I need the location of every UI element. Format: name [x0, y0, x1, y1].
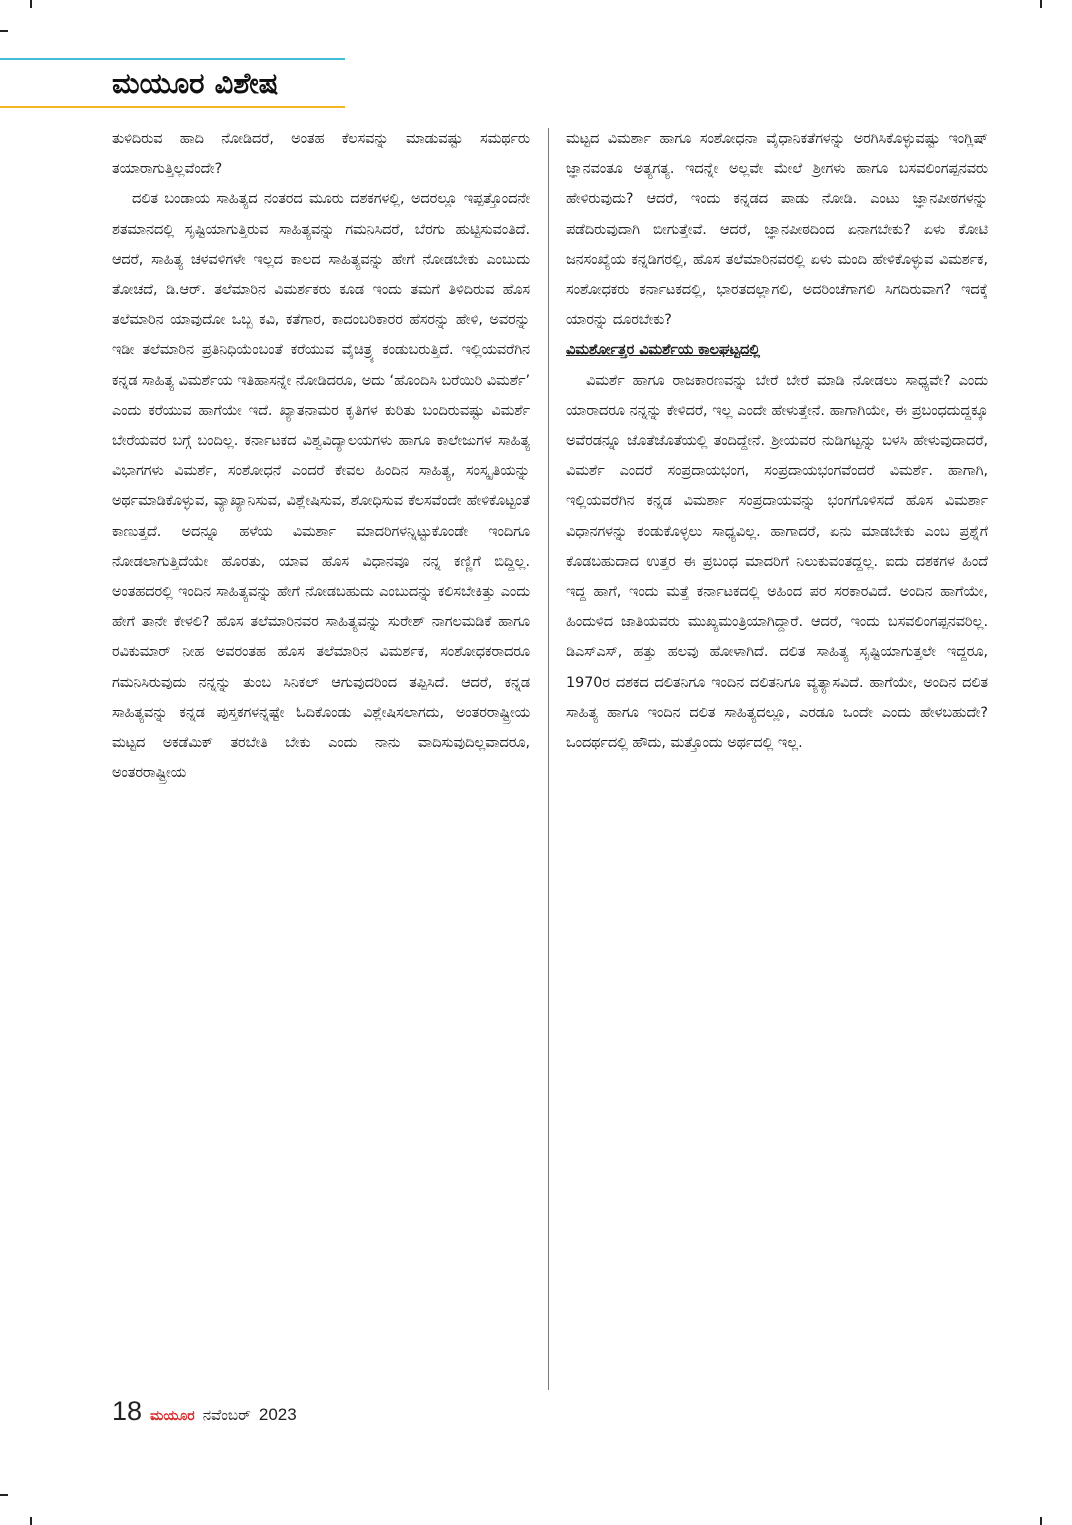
header-rule-bottom [0, 106, 345, 108]
page-folio [112, 1396, 297, 1427]
page-number: 18 [112, 1396, 143, 1426]
crop-mark [30, 1517, 32, 1525]
issue-year: 2023 [258, 1405, 297, 1424]
crop-mark [0, 30, 8, 32]
magazine-name: ಮಯೂರ [150, 1408, 195, 1424]
paragraph: ತುಳಿದಿರುವ ಹಾದಿ ನೋಡಿದರೆ, ಅಂತಹ ಕೆಲಸವನ್ನು ಮಾಡುವಷ್ಟು ಸಮರ್ಥರು ತಯಾರಾಗುತ್ತಿಲ್ಲವೆಂದೇ? [112, 131, 530, 178]
article-subheading: ವಿಮರ್ಶೋತ್ತರ ವಿಮರ್ಶೆಯ ಕಾಲಘಟ್ಟದಲ್ಲಿ [566, 342, 761, 359]
paragraph: ದಲಿತ ಬಂಡಾಯ ಸಾಹಿತ್ಯದ ನಂತರದ ಮೂರು ದಶಕಗಳಲ್ಲಿ, ಅದರಲ್ಲೂ ಇಪ್ಪತ್ತೊಂದನೇ ಶತಮಾನದಲ್ಲಿ ಸೃಷ್ಟಿಯಾಗುತ್ತಿರುವ ಸಾಹಿತ್ಯವನ್ನು ಗಮನಿಸಿದರೆ, ಬೆರಗು ಹುಟ್ಟಿಸುವಂತಿದೆ. ಆದರೆ, ಸಾಹಿತ್ಯ ಚಳವಳಿಗಳೇ ಇಲ್ಲದ ಕಾಲದ ಸಾಹಿತ್ಯವನ್ನು ಹೇಗೆ ನೋಡಬೇಕು ಎಂಬುದು ತೋಚದೆ, ಡಿ.ಆರ್. ತಲೆಮಾರಿನ ವಿಮರ್ಶಕರು ಕೂಡ ಇಂದು ತಮಗೆ ತಿಳಿದಿರುವ ಹೊಸ ತಲೆಮಾರಿನ ಯಾವುದೋ ಒಬ್ಬ ಕವಿ, ಕತೆಗಾರ, ಕಾದಂಬರಿಕಾರರ ಹೆಸರನ್ನು ಹೇಳಿ, ಅವರನ್ನು ಇಡೀ ತಲೆಮಾರಿನ ಪ್ರತಿನಿಧಿಯೆಂಬಂತೆ ಕರೆಯುವ ವೈಚಿತ್ರ್ಯ ಕಂಡುಬರುತ್ತಿದೆ. ಇಲ್ಲಿಯವರೆಗಿನ ಕನ್ನಡ ಸಾಹಿತ್ಯ ವಿಮರ್ಶೆಯ ಇತಿಹಾಸನ್ನೇ ನೋಡಿದರೂ, ಅದು ‘ಹೊಂದಿಸಿ ಬರೆಯಿರಿ ವಿಮರ್ಶೆ’ ಎಂದು ಕರೆಯುವ ಹಾಗೆಯೇ ಇದೆ. ಖ್ಯಾತನಾಮರ ಕೃತಿಗಳ ಕುರಿತು ಬಂದಿರುವಷ್ಟು ವಿಮರ್ಶೆ ಬೇರೆಯವರ ಬಗ್ಗೆ ಬಂದಿಲ್ಲ. ಕರ್ನಾಟಕದ ವಿಶ್ವವಿದ್ಯಾಲಯಗಳು ಹಾಗೂ ಕಾಲೇಜುಗಳ ಸಾಹಿತ್ಯ ವಿಭಾಗಗಳು ವಿಮರ್ಶೆ, ಸಂಶೋಧನೆ ಎಂದರೆ ಕೇವಲ ಹಿಂದಿನ ಸಾಹಿತ್ಯ, ಸಂಸ್ಕೃತಿಯನ್ನು ಅರ್ಥಮಾಡಿಕೊಳ್ಳುವ, ವ್ಯಾಖ್ಯಾನಿಸುವ, ವಿಶ್ಲೇಷಿಸುವ, ಶೋಧಿಸುವ ಕೆಲಸವೆಂದೇ ಹೇಳಿಕೊಟ್ಟಂತೆ ಕಾಣುತ್ತದೆ. ಅದನ್ನೂ ಹಳೆಯ ವಿಮರ್ಶಾ ಮಾದರಿಗಳನ್ನಿಟ್ಟುಕೊಂಡೇ ಇಂದಿಗೂ ನೋಡಲಾಗುತ್ತಿದೆಯೇ ಹೊರತು, ಯಾವ ಹೊಸ ವಿಧಾನವೂ ನನ್ನ ಕಣ್ಣಿಗೆ ಬಿದ್ದಿಲ್ಲ. ಅಂತಹದರಲ್ಲಿ ಇಂದಿನ ಸಾಹಿತ್ಯವನ್ನು ಹೇಗೆ ನೋಡಬಹುದು ಎಂಬುದನ್ನು ಕಲಿಸಬೇಕಿತ್ತು ಎಂದು ಹೇಗೆ ತಾನೇ ಕೇಳಲಿ? ಹೊಸ ತಲೆಮಾರಿನವರ ಸಾಹಿತ್ಯವನ್ನು ಸುರೇಶ್ ನಾಗಲಮಡಿಕೆ ಹಾಗೂ ರವಿಕುಮಾರ್ ನೀಹ ಅವರಂತಹ ಹೊಸ ತಲೆಮಾರಿನ ವಿಮರ್ಶಕ, ಸಂಶೋಧಕರಾದರೂ ಗಮನಿಸಿರುವುದು ನನ್ನನ್ನು ತುಂಬ ಸಿನಿಕಲ್ ಆಗುವುದರಿಂದ ತಪ್ಪಿಸಿದೆ. ಆದರೆ, ಕನ್ನಡ ಸಾಹಿತ್ಯವನ್ನು ಕನ್ನಡ ಪುಸ್ತಕಗಳನ್ನಷ್ಟೇ ಓದಿಕೊಂಡು ವಿಶ್ಲೇಷಿಸಲಾಗದು, ಅಂತರರಾಷ್ಟ್ರೀಯ ಮಟ್ಟದ ಅಕಡೆಮಿಕ್ ತರಬೇತಿ ಬೇಕು ಎಂದು ನಾನು ವಾದಿಸುವುದಿಲ್ಲವಾದರೂ, ಅಂತರರಾಷ್ಟ್ರೀಯ [112, 191, 530, 782]
crop-mark [1040, 1517, 1042, 1525]
crop-mark [1040, 0, 1042, 8]
paragraph: ವಿಮರ್ಶೆ ಹಾಗೂ ರಾಜಕಾರಣವನ್ನು ಬೇರೆ ಬೇರೆ ಮಾಡಿ ನೋಡಲು ಸಾಧ್ಯವೇ? ಎಂದು ಯಾರಾದರೂ ನನ್ನನ್ನು ಕೇಳಿದರೆ, ಇಲ್ಲ ಎಂದೇ ಹೇಳುತ್ತೇನೆ. ಹಾಗಾಗಿಯೇ, ಈ ಪ್ರಬಂಧದುದ್ದಕ್ಕೂ ಅವೆರಡನ್ನೂ ಜೊತೆಜೊತೆಯಲ್ಲಿ ತಂದಿದ್ದೇನೆ. ಶ್ರೀಯವರ ನುಡಿಗಟ್ಟನ್ನು ಬಳಸಿ ಹೇಳುವುದಾದರೆ, ವಿಮರ್ಶೆ ಎಂದರೆ ಸಂಪ್ರದಾಯಭಂಗ, ಸಂಪ್ರದಾಯಭಂಗವೆಂದರೆ ವಿಮರ್ಶೆ. ಹಾಗಾಗಿ, ಇಲ್ಲಿಯವರೆಗಿನ ಕನ್ನಡ ವಿಮರ್ಶಾ ಸಂಪ್ರದಾಯವನ್ನು ಭಂಗಗೊಳಿಸದೆ ಹೊಸ ವಿಮರ್ಶಾ ವಿಧಾನಗಳನ್ನು ಕಂಡುಕೊಳ್ಳಲು ಸಾಧ್ಯವಿಲ್ಲ. ಹಾಗಾದರೆ, ಏನು ಮಾಡಬೇಕು ಎಂಬ ಪ್ರಶ್ನೆಗೆ ಕೊಡಬಹುದಾದ ಉತ್ತರ ಈ ಪ್ರಬಂಧ ಮಾದರಿಗೆ ನಿಲುಕುವಂತದ್ದಲ್ಲ. ಐದು ದಶಕಗಳ ಹಿಂದೆ ಇದ್ದ ಹಾಗೆ, ಇಂದು ಮತ್ತೆ ಕರ್ನಾಟಕದಲ್ಲಿ ಅಹಿಂದ ಪರ ಸರಕಾರವಿದೆ. ಅಂದಿನ ಹಾಗೆಯೇ, ಹಿಂದುಳಿದ ಜಾತಿಯವರು ಮುಖ್ಯಮಂತ್ರಿಯಾಗಿದ್ದಾರೆ. ಆದರೆ, ಇಂದು ಬಸವಲಿಂಗಪ್ಪನವರಿಲ್ಲ. ಡಿಎಸ್‌ಎಸ್, ಹತ್ತು ಹಲವು ಹೋಳಾಗಿದೆ. ದಲಿತ ಸಾಹಿತ್ಯ ಸೃಷ್ಟಿಯಾಗುತ್ತಲೇ ಇದ್ದರೂ, 1970ರ ದಶಕದ ದಲಿತನಿಗೂ ಇಂದಿನ ದಲಿತನಿಗೂ ವ್ಯತ್ಯಾಸವಿದೆ. ಹಾಗೆಯೇ, ಅಂದಿನ ದಲಿತ ಸಾಹಿತ್ಯ ಹಾಗೂ ಇಂದಿನ ದಲಿತ ಸಾಹಿತ್ಯದಲ್ಲೂ, ಎರಡೂ ಒಂದೇ ಎಂದು ಹೇಳಬಹುದೇ? ಒಂದರ್ಥದಲ್ಲಿ ಹೌದು, ಮತ್ತೊಂದು ಅರ್ಥದಲ್ಲಿ ಇಲ್ಲ. [566, 372, 988, 752]
article-left-column [112, 124, 530, 1392]
paragraph: ಮಟ್ಟದ ವಿಮರ್ಶಾ ಹಾಗೂ ಸಂಶೋಧನಾ ವೈಧಾನಿಕತೆಗಳನ್ನು ಅರಗಿಸಿಕೊಳ್ಳುವಷ್ಟು ಇಂಗ್ಲಿಷ್ ಜ್ಞಾನವಂತೂ ಅತ್ಯಗತ್ಯ. ಇದನ್ನೇ ಅಲ್ಲವೇ ಮೇಲೆ ಶ್ರೀಗಳು ಹಾಗೂ ಬಸವಲಿಂಗಪ್ಪನವರು ಹೇಳಿರುವುದು? ಆದರೆ, ಇಂದು ಕನ್ನಡದ ಪಾಡು ನೋಡಿ. ಎಂಟು ಜ್ಞಾನಪೀಠಗಳನ್ನು ಪಡೆದಿರುವುದಾಗಿ ಬೀಗುತ್ತೇವೆ. ಆದರೆ, ಜ್ಞಾನಪೀಠದಿಂದ ಏನಾಗಬೇಕು? ಏಳು ಕೋಟಿ ಜನಸಂಖ್ಯೆಯ ಕನ್ನಡಿಗರಲ್ಲಿ, ಹೊಸ ತಲೆಮಾರಿನವರಲ್ಲಿ ಏಳು ಮಂದಿ ಹೇಳಿಕೊಳ್ಳುವ ವಿಮರ್ಶಕ, ಸಂಶೋಧಕರು ಕರ್ನಾಟಕದಲ್ಲಿ, ಭಾರತದಲ್ಲಾಗಲಿ, ಅದರಿಂಚೆಗಾಗಲಿ ಸಿಗದಿರುವಾಗ? ಇದಕ್ಕೆ ಯಾರನ್ನು ದೂರಬೇಕು? [566, 131, 988, 329]
issue-month: ನವೆಂಬರ್ [202, 1406, 251, 1424]
header-rule-top [0, 58, 345, 60]
article-right-column [566, 124, 988, 1392]
crop-mark [0, 1494, 8, 1496]
section-title: ಮಯೂರ ವಿಶೇಷ [112, 66, 279, 100]
column-divider [548, 128, 549, 1390]
crop-mark [30, 0, 32, 8]
